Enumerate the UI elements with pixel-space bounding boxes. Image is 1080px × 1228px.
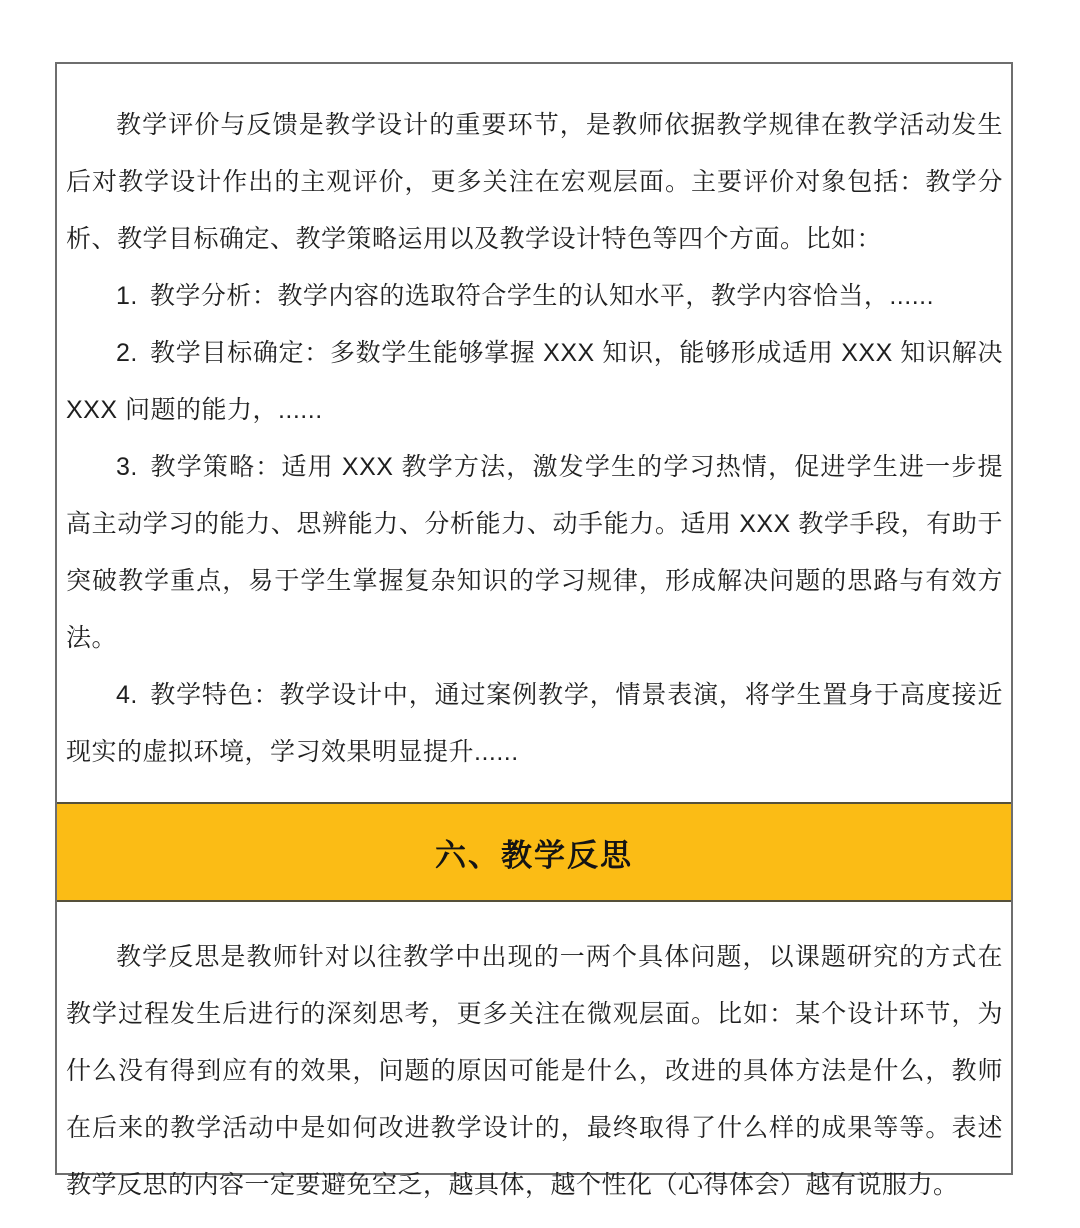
section-banner [57,802,1011,902]
reflection-section [57,902,1011,1214]
list-item-text: 教学目标确定：多数学生能够掌握 XXX 知识，能够形成适用 XXX 知识解决 XXX 问题的能力，...... [66,339,1003,424]
list-item-text: 教学策略：适用 XXX 教学方法，激发学生的学习热情，促进学生进一步提高主动学习的能力、思辨能力、分析能力、动手能力。适用 XXX 教学手段，有助于突破教学重点，易于学生掌握复杂知识的学习规律，形成解决问题的思路与有效方法。 [66,453,1003,652]
evaluation-intro-paragraph: 教学评价与反馈是教学设计的重要环节，是教师依据教学规律在教学活动发生后对教学设计作出的主观评价，更多关注在宏观层面。主要评价对象包括：教学分析、教学目标确定、教学策略运用以及教学设计特色等四个方面。比如： [66,111,1003,253]
reflection-paragraph: 教学反思是教师针对以往教学中出现的一两个具体问题，以课题研究的方式在教学过程发生后进行的深刻思考，更多关注在微观层面。比如：某个设计环节，为什么没有得到应有的效果，问题的原因可能是什么，改进的具体方法是什么，教师在后来的教学活动中是如何改进教学设计的，最终取得了什么样的成果等等。表述教学反思的内容一定要避免空乏，越具体，越个性化（心得体会）越有说服力。 [66,943,1003,1199]
section-banner-title: 六、教学反思 [435,837,633,873]
evaluation-list-item-2 [66,325,1003,439]
list-item-number: 2. [116,339,138,367]
list-item-number: 1. [116,282,138,310]
evaluation-section [57,64,1011,781]
evaluation-list-item-4 [66,667,1003,781]
list-item-text: 教学特色：教学设计中，通过案例教学，情景表演，将学生置身于高度接近现实的虚拟环境，学习效果明显提升...... [66,681,1003,766]
list-item-number: 3. [116,453,138,481]
list-item-text: 教学分析：教学内容的选取符合学生的认知水平，教学内容恰当，...... [149,282,935,310]
evaluation-list-item-3 [66,439,1003,667]
list-item-number: 4. [116,681,138,709]
content-border-box [55,62,1013,1199]
evaluation-list-item-1 [66,268,1003,325]
